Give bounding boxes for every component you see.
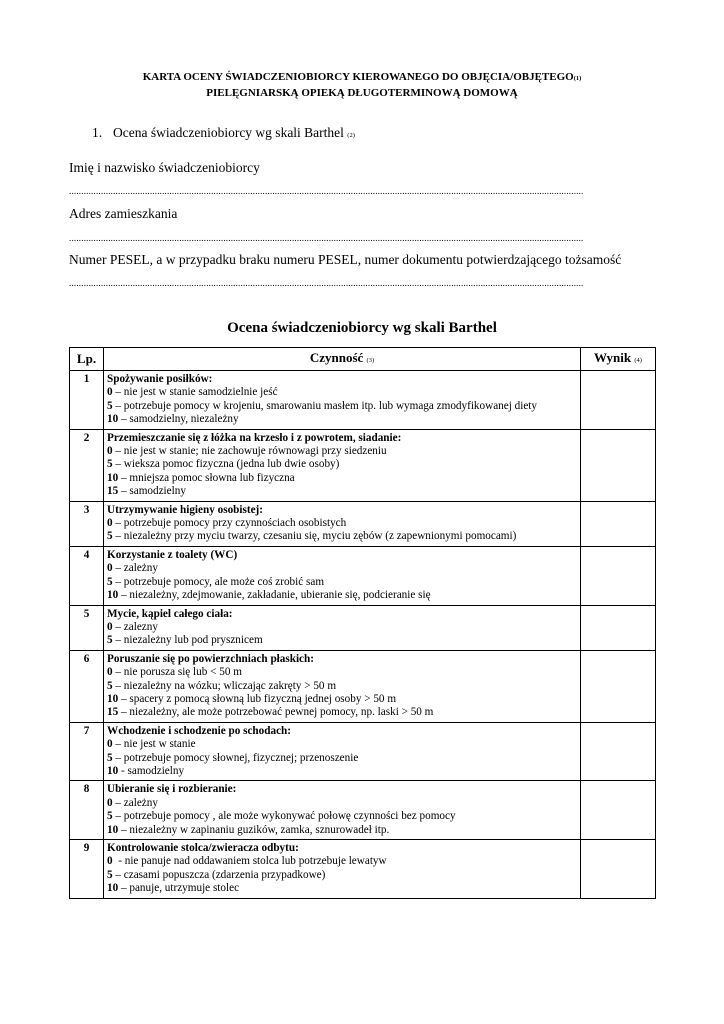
score-separator: – (118, 485, 130, 498)
score-separator: – (112, 796, 124, 809)
score-option (107, 413, 577, 426)
score-option (107, 386, 577, 399)
activity-title: Spożywanie posiłków: (107, 373, 213, 385)
score-separator: – (112, 810, 124, 823)
document-title (0, 70, 724, 100)
table-row (70, 722, 656, 781)
score-value: 5 (107, 679, 113, 692)
activity-title: Mycie, kąpiel całego ciała: (107, 607, 233, 620)
score-separator: – (112, 634, 124, 647)
score-description: niezależny przy myciu twarzy, czesaniu się, myciu zębów (z zapewnionymi pomocami) (123, 530, 517, 543)
activity-title: Utrzymywanie higieny osobistej: (107, 503, 263, 516)
name-field-line[interactable]: .................................................................................................................................................................................................................. (69, 186, 584, 196)
footnote-ref-2: (2) (347, 132, 355, 139)
score-description: mniejsza pomoc słowna lub fizyczna (129, 471, 295, 484)
score-description: samodzielny (129, 485, 186, 498)
row-number: 8 (70, 781, 104, 840)
section-heading (92, 125, 355, 141)
result-input-cell[interactable] (581, 429, 656, 501)
score-value: 5 (107, 868, 113, 881)
table-title: Ocena świadczeniobiorcy wg skali Barthel (227, 320, 497, 336)
name-field-label: Imię i nazwisko świadczeniobiorcy (69, 160, 260, 175)
activity-cell (104, 781, 581, 840)
score-description: niezależny w zapinaniu guzików, zamka, sznurowadeł itp. (129, 823, 390, 836)
score-separator: – (112, 517, 124, 530)
score-option (107, 680, 577, 693)
table-row (70, 605, 656, 650)
score-description: wieksza pomoc fizyczna (jedna lub dwie osoby) (123, 458, 340, 471)
activity-cell (104, 840, 581, 899)
result-input-cell[interactable] (581, 840, 656, 899)
score-separator: – (112, 620, 124, 633)
score-separator: – (112, 399, 124, 412)
score-option (107, 530, 577, 543)
score-separator: – (112, 679, 124, 692)
activity-cell (104, 722, 581, 781)
row-number: 5 (70, 605, 104, 650)
score-separator: – (112, 562, 124, 575)
score-option (107, 589, 577, 602)
activity-cell (104, 546, 581, 605)
table-row (70, 840, 656, 899)
result-input-cell[interactable] (581, 650, 656, 722)
address-field-line[interactable]: .................................................................................................................................................................................................................. (69, 233, 584, 243)
score-option (107, 738, 577, 751)
activity-title: Poruszanie się po powierzchniach płaskich: (107, 652, 314, 665)
score-separator: – (118, 706, 130, 719)
score-option (107, 810, 577, 823)
score-value: 5 (107, 634, 113, 647)
score-value: 5 (107, 810, 113, 823)
score-separator: - (118, 764, 128, 777)
table-row (70, 546, 656, 605)
score-description: potrzebuje pomocy słownej, fizycznej; przenoszenie (123, 751, 359, 764)
col-result-label: Wynik (594, 349, 632, 365)
score-separator: – (112, 868, 124, 881)
score-value: 10 (107, 413, 119, 426)
score-option (107, 445, 577, 458)
title-line-1: KARTA OCENY ŚWIADCZENIOBIORCY KIEROWANEGO DO OBJĘCIA/OBJĘTEGO (142, 71, 574, 83)
score-option (107, 869, 577, 882)
section-text: Ocena świadczeniobiorcy wg skali Barthel (113, 125, 344, 140)
score-description: zależny (123, 796, 158, 809)
score-separator: – (112, 530, 124, 543)
row-number: 3 (70, 501, 104, 546)
activity-cell (104, 650, 581, 722)
row-number: 7 (70, 722, 104, 781)
result-input-cell[interactable] (581, 722, 656, 781)
score-option (107, 666, 577, 679)
activity-title: Przemieszczanie się z łóżka na krzesło i z powrotem, siadanie: (107, 431, 402, 444)
row-number: 2 (70, 429, 104, 501)
score-option (107, 693, 577, 706)
score-value: 15 (107, 485, 119, 498)
score-description: potrzebuje pomocy , ale może wykonywać połowę czynności bez pomocy (123, 810, 456, 823)
score-value: 5 (107, 575, 113, 588)
row-number: 4 (70, 546, 104, 605)
score-value: 5 (107, 751, 113, 764)
score-description: zalezny (123, 620, 158, 633)
score-separator: – (118, 882, 130, 895)
score-separator: – (112, 445, 124, 458)
score-description: nie jest w stanie; nie zachowuje równowagi przy siedzeniu (123, 445, 387, 458)
score-value: 0 (107, 666, 113, 679)
score-separator: – (112, 751, 124, 764)
score-value: 10 (107, 764, 119, 777)
table-row (70, 781, 656, 840)
row-number: 1 (70, 371, 104, 430)
score-description: niezależny lub pod prysznicem (123, 634, 263, 647)
score-value: 0 (107, 445, 113, 458)
result-input-cell[interactable] (581, 501, 656, 546)
score-value: 0 (107, 386, 113, 399)
activity-cell (104, 605, 581, 650)
footnote-ref-4: (4) (634, 356, 642, 364)
footnote-ref-1: (1) (573, 75, 582, 82)
score-value: 5 (107, 530, 113, 543)
score-option (107, 400, 577, 413)
score-value: 10 (107, 823, 119, 836)
activity-cell (104, 429, 581, 501)
score-description: nie panuje nad oddawaniem stolca lub potrzebuje lewatyw (124, 855, 387, 868)
score-separator: – (112, 738, 124, 751)
activity-title: Korzystanie z toalety (WC) (107, 548, 238, 561)
pesel-field-line[interactable]: .................................................................................................................................................................................................................. (69, 278, 584, 288)
score-option (107, 706, 577, 719)
table-header-row (70, 348, 656, 371)
score-description: niezależny, ale może potrzebować pewnej pomocy, np. laski > 50 m (129, 706, 434, 719)
table-row (70, 650, 656, 722)
score-description: niezależny na wózku; wliczając zakręty > 50 m (123, 679, 337, 692)
score-value: 10 (107, 692, 119, 705)
col-header-activity (104, 348, 581, 371)
table-row (70, 501, 656, 546)
result-input-cell[interactable] (581, 605, 656, 650)
score-separator: – (118, 692, 130, 705)
result-input-cell[interactable] (581, 546, 656, 605)
activity-cell (104, 371, 581, 430)
score-description: panuje, utrzymuje stolec (129, 882, 240, 895)
score-option (107, 485, 577, 498)
score-description: niezależny, zdejmowanie, zakładanie, ubieranie się, podcieranie się (129, 589, 431, 602)
score-value: 0 (107, 796, 113, 809)
title-line-2: PIELĘGNIARSKĄ OPIEKĄ DŁUGOTERMINOWĄ DOMOWĄ (206, 87, 518, 99)
col-activity-label: Czynność (309, 349, 364, 365)
result-input-cell[interactable] (581, 371, 656, 430)
score-option (107, 576, 577, 589)
score-description: samodzielny (127, 764, 185, 777)
score-description: potrzebuje pomocy w krojeniu, smarowaniu masłem itp. lub wymaga zmodyfikowanej diety (123, 399, 537, 412)
score-separator: – (112, 666, 124, 679)
score-value: 5 (107, 458, 113, 471)
address-field-label: Adres zamieszkania (69, 206, 178, 221)
score-option (107, 824, 577, 837)
barthel-table (69, 347, 656, 899)
score-value: 0 (107, 517, 113, 530)
score-option (107, 752, 577, 765)
footnote-ref-3: (3) (366, 356, 375, 364)
pesel-field-label: Numer PESEL, a w przypadku braku numeru PESEL, numer dokumentu potwierdzającego tożsamość (69, 252, 622, 267)
score-value: 0 (107, 620, 113, 633)
score-separator: - (112, 855, 125, 868)
score-description: samodzielny, niezależny (129, 413, 239, 426)
score-separator: – (118, 471, 130, 484)
col-header-lp: Lp. (70, 348, 104, 371)
table-row (70, 371, 656, 430)
score-description: nie jest w stanie (123, 738, 196, 751)
score-description: potrzebuje pomocy, ale może coś zrobić sam (123, 575, 325, 588)
row-number: 9 (70, 840, 104, 899)
score-description: czasami popuszcza (zdarzenia przypadkowe) (123, 868, 326, 881)
score-option (107, 882, 577, 895)
score-option (107, 621, 577, 634)
score-value: 0 (107, 855, 113, 868)
activity-title: Wchodzenie i schodzenie po schodach: (107, 724, 291, 737)
activity-cell (104, 501, 581, 546)
score-value: 10 (107, 589, 119, 602)
score-description: nie jest w stanie samodzielnie jeść (123, 386, 278, 399)
activity-title: Ubieranie się i rozbieranie: (107, 783, 237, 796)
score-separator: – (112, 575, 124, 588)
score-option (107, 472, 577, 485)
score-separator: – (118, 589, 130, 602)
score-option (107, 458, 577, 471)
table-body (70, 371, 656, 899)
col-header-result (581, 348, 656, 371)
score-option (107, 797, 577, 810)
score-separator: – (112, 458, 124, 471)
score-value: 10 (107, 882, 119, 895)
score-option (107, 562, 577, 575)
score-description: zależny (123, 562, 158, 575)
section-number: 1. (92, 125, 103, 140)
score-value: 10 (107, 471, 119, 484)
score-option (107, 765, 577, 778)
score-option (107, 855, 577, 868)
table-row (70, 429, 656, 501)
score-separator: – (118, 413, 130, 426)
score-separator: – (118, 823, 130, 836)
result-input-cell[interactable] (581, 781, 656, 840)
score-description: nie porusza się lub < 50 m (123, 666, 242, 679)
score-separator: – (112, 386, 124, 399)
score-description: spacery z pomocą słowną lub fizyczną jednej osoby > 50 m (129, 692, 397, 705)
score-value: 5 (107, 399, 113, 412)
activity-title: Kontrolowanie stolca/zwieracza odbytu: (107, 842, 299, 854)
score-value: 0 (107, 738, 113, 751)
score-description: potrzebuje pomocy przy czynnościach osobistych (123, 517, 347, 530)
score-option (107, 517, 577, 530)
score-value: 15 (107, 706, 119, 719)
score-value: 0 (107, 562, 113, 575)
score-option (107, 634, 577, 647)
row-number: 6 (70, 650, 104, 722)
